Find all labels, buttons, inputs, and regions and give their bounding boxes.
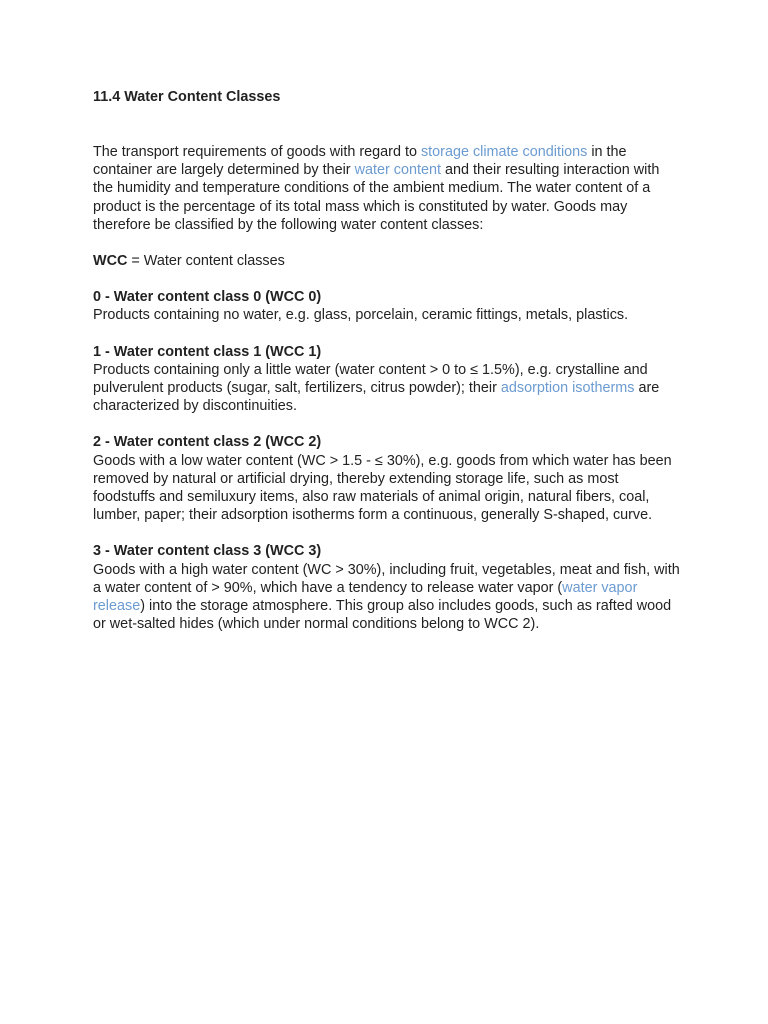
class-1-section — [93, 343, 683, 416]
intro-paragraph — [93, 143, 683, 234]
class-3-section — [93, 542, 683, 633]
class-1-text-1: Products containing only a little water (water content > 0 to ≤ 1.5%), e.g. crystalline and pulverulent products (sugar, salt, fertilizers, citrus powder); their — [93, 361, 648, 397]
wcc-abbreviation: WCC — [93, 253, 128, 270]
link-water-vapor-release[interactable]: water vapor release — [93, 579, 638, 615]
document-content — [93, 88, 683, 633]
class-3-title: 3 - Water content class 3 (WCC 3) — [93, 543, 322, 560]
class-0-title: 0 - Water content class 0 (WCC 0) — [93, 289, 322, 306]
class-3-text-1: Goods with a high water content (WC > 30%), including fruit, vegetables, meat and fish, with a water content of > 90%, which have a tendency to release water vapor ( — [93, 561, 680, 596]
intro-text-1: The transport requirements of goods with regard to — [93, 144, 421, 160]
link-water-content[interactable]: water content — [354, 162, 441, 179]
class-0-description: Products containing no water, e.g. glass, porcelain, ceramic fittings, metals, plastics. — [93, 307, 629, 324]
link-adsorption-isotherms[interactable]: adsorption isotherms — [500, 380, 635, 397]
wcc-definition — [93, 252, 683, 270]
class-0-section — [93, 288, 683, 324]
class-1-title: 1 - Water content class 1 (WCC 1) — [93, 343, 322, 360]
intro-text-3: and their resulting interaction with the humidity and temperature conditions of the ambient medium. The water content of a product is the percentage of its total mass which is constituted by water. Goods may therefore be classified by the following water content classes: — [93, 162, 660, 233]
section-heading: 11.4 Water Content Classes — [93, 89, 281, 105]
wcc-definition-text: = Water content classes — [127, 253, 285, 270]
class-2-description: Goods with a low water content (WC > 1.5 - ≤ 30%), e.g. goods from which water has been removed by natural or artificial drying, thereby extending storage life, such as most foodstuffs and semiluxury items, also raw materials of animal origin, natural fibers, coal, lumber, paper; their adsorption isotherms form a continuous, generally S-shaped, curve. — [93, 452, 672, 524]
class-2-title: 2 - Water content class 2 (WCC 2) — [93, 434, 322, 451]
class-3-description — [93, 561, 683, 634]
class-2-section — [93, 433, 683, 524]
class-3-text-2: ) into the storage atmosphere. This group also includes goods, such as rafted wood or wet-salted hides (which under normal conditions belong to WCC 2). — [93, 598, 672, 633]
class-1-text-2: are characterized by discontinuities. — [93, 380, 660, 415]
link-storage-climate-conditions[interactable]: storage climate conditions — [420, 144, 588, 160]
intro-text-2: in the container are largely determined by their — [93, 144, 627, 179]
class-1-description — [93, 361, 683, 416]
